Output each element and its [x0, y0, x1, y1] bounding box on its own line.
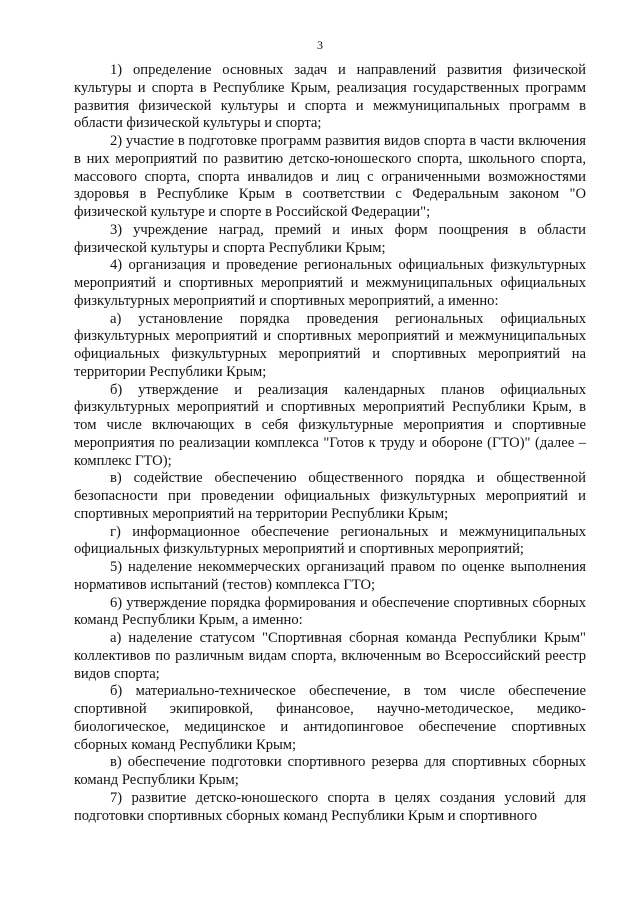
document-body [74, 62, 586, 825]
paragraph-5: 5) наделение некоммерческих организаций правом по оценке выполнения нормативов испытаний (тестов) комплекса ГТО; [74, 559, 586, 593]
paragraph-3: 3) учреждение наград, премий и иных форм поощрения в области физической культуры и спорта Республики Крым; [74, 221, 586, 256]
page-number: 3 [317, 38, 323, 52]
paragraph-6: 6) утверждение порядка формирования и обеспечение спортивных сборных команд Республики Крым, а именно: [74, 594, 586, 629]
paragraph-4v: в) содействие обеспечению общественного порядка и общественной безопасности при проведении официальных физкультурных мероприятий и спортивных мероприятий на территории Республики Крым; [74, 470, 586, 522]
paragraph-7: 7) развитие детско-юношеского спорта в целях создания условий для подготовки спортивных сборных команд Республики Крым и спортивного [74, 789, 586, 824]
paragraph-4a: а) установление порядка проведения региональных официальных физкультурных мероприятий и спортивных мероприятий и межмуниципальных официальных физкультурных мероприятий и спортивных мероприятий на территории Республики Крым; [74, 310, 586, 380]
paragraph-4b: б) утверждение и реализация календарных планов официальных физкультурных мероприятий и спортивных мероприятий Республики Крым, в том числе включающих в себя физкультурные мероприятия и спортивные мероприятия по реализации комплекса "Готов к труду и обороне (ГТО)" (далее – комплекс ГТО); [74, 381, 586, 469]
paragraph-6v: в) обеспечение подготовки спортивного резерва для спортивных сборных команд Республики Крым; [74, 754, 586, 788]
paragraph-6a: а) наделение статусом "Спортивная сборная команда Республики Крым" коллективов по различным видам спорта, включенным во Всероссийский реестр видов спорта; [74, 630, 586, 682]
paragraph-6b: б) материально-техническое обеспечение, в том числе обеспечение спортивной экипировкой, финансовое, научно-методическое, медико-биологическое, медицинское и антидопинговое обеспечение спортивных сборных команд Республики Крым; [74, 683, 586, 753]
paragraph-2: 2) участие в подготовке программ развития видов спорта в части включения в них мероприятий по развитию детско-юношеского спорта, школьного спорта, массового спорта, спорта инвалидов и лиц с ограниченными возможностями здоровья в Республике Крым в соответствии с Федеральным законом "О физической культуре и спорте в Российской Федерации"; [74, 133, 586, 220]
paragraph-4g: г) информационное обеспечение региональных и межмуниципальных официальных физкультурных мероприятий и спортивных мероприятий; [74, 523, 586, 558]
paragraph-4: 4) организация и проведение региональных официальных физкультурных мероприятий и спортивных мероприятий и межмуниципальных официальных физкультурных мероприятий и спортивных мероприятий, а именно: [74, 257, 586, 309]
paragraph-1: 1) определение основных задач и направлений развития физической культуры и спорта в Республике Крым, реализация государственных программ развития физической культуры и спорта и межмуниципальных программ в области физической культуры и спорта; [74, 62, 586, 132]
